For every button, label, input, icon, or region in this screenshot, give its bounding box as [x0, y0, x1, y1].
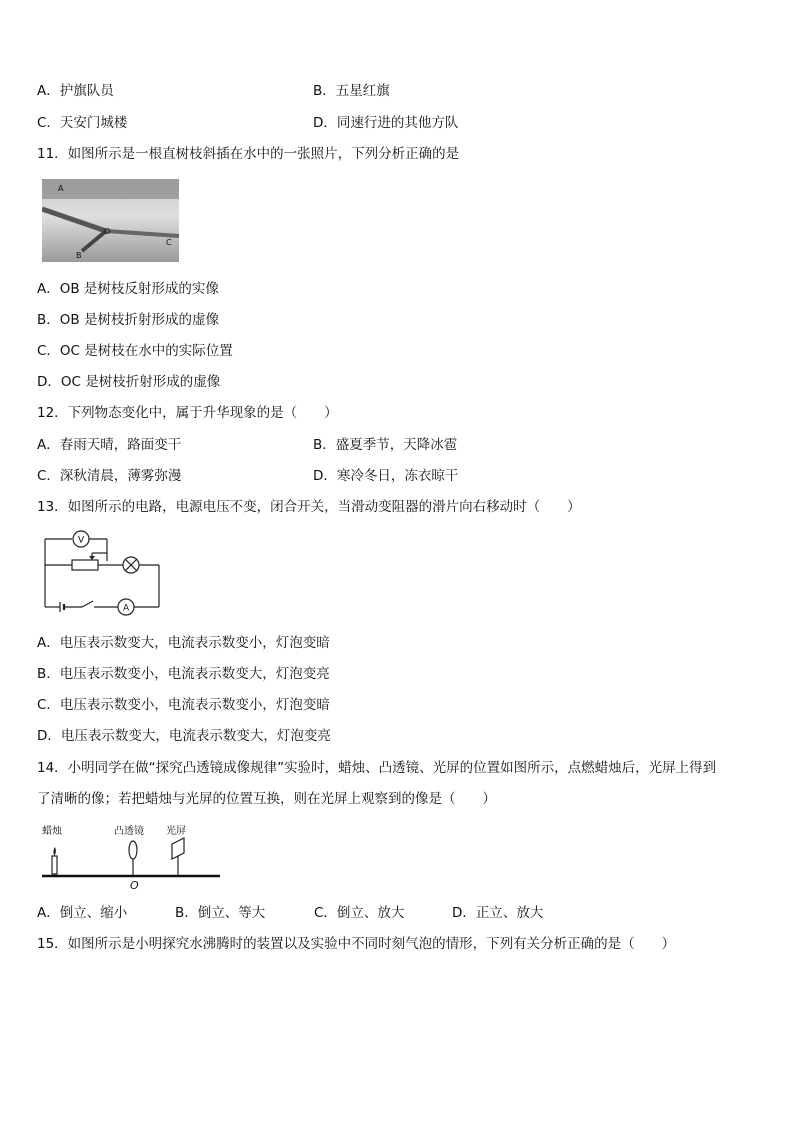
q14-option-b: B．倒立、等大: [175, 905, 266, 921]
q13-stem: 13．如图所示的电路，电源电压不变，闭合开关，当滑动变阻器的滑片向右移动时（ ）: [37, 499, 581, 515]
q12-option-d: D．寒冷冬日，冻衣晾干: [313, 468, 459, 484]
q14-optics-bench-diagram: [40, 822, 222, 892]
q14-stem-line2: 了清晰的像；若把蜡烛与光屏的位置互换，则在光屏上观察到的像是（ ）: [37, 791, 496, 807]
q14-option-d: D．正立、放大: [452, 905, 544, 921]
q12-option-c: C．深秋清晨，薄雾弥漫: [37, 468, 182, 484]
label-o: O: [104, 227, 111, 236]
q12-option-a: A．春雨天晴，路面变干: [37, 437, 182, 453]
label-b: B: [76, 251, 82, 260]
q11-branch-photo: [42, 179, 179, 262]
q14-option-a: A．倒立、缩小: [37, 905, 128, 921]
q11-option-c: C．OC 是树枝在水中的实际位置: [37, 343, 233, 359]
q10-option-d: D．同速行进的其他方队: [313, 115, 459, 131]
q11-option-b: B．OB 是树枝折射形成的虚像: [37, 312, 219, 328]
q12-stem: 12．下列物态变化中，属于升华现象的是（ ）: [37, 405, 338, 421]
candle-label: 蜡烛: [42, 826, 62, 837]
q14-stem-line1: 14．小明同学在做“探究凸透镜成像规律”实验时，蜡烛、凸透镜、光屏的位置如图所示，点燃蜡烛后，光屏上得到: [37, 760, 717, 776]
q13-circuit-diagram: [40, 528, 164, 616]
q11-option-d: D．OC 是树枝折射形成的虚像: [37, 374, 221, 390]
voltmeter-label: V: [78, 535, 85, 546]
lens-shape: [129, 841, 137, 859]
q14-optics-svg: [40, 822, 222, 892]
candle-flame: [53, 847, 56, 856]
q13-circuit-svg: [40, 528, 164, 616]
switch-symbol: [82, 601, 93, 607]
q11-stem: 11．如图所示是一根直树枝斜插在水中的一张照片，下列分析正确的是: [37, 146, 460, 162]
q10-option-b: B．五星红旗: [313, 83, 390, 99]
lens-label: 凸透镜: [114, 826, 144, 837]
screen-shape: [172, 838, 184, 859]
rheostat-symbol: [72, 560, 98, 570]
q13-option-a: A．电压表示数变大，电流表示数变小，灯泡变暗: [37, 635, 330, 651]
q10-option-a: A．护旗队员: [37, 83, 114, 99]
q12-option-b: B．盛夏季节，天降冰雹: [313, 437, 458, 453]
label-a: A: [58, 184, 64, 193]
q15-stem: 15．如图所示是小明探究水沸腾时的装置以及实验中不同时刻气泡的情形，下列有关分析正确的是（ ）: [37, 936, 676, 952]
label-c: C: [166, 238, 172, 247]
ammeter-label: A: [123, 603, 130, 614]
screen-label: 光屏: [166, 826, 186, 837]
q11-branch-photo-svg: [42, 179, 179, 262]
origin-label: O: [130, 879, 139, 892]
q11-option-a: A．OB 是树枝反射形成的实像: [37, 281, 219, 297]
q13-option-c: C．电压表示数变小，电流表示数变小，灯泡变暗: [37, 697, 330, 713]
q13-option-b: B．电压表示数变小，电流表示数变大，灯泡变亮: [37, 666, 330, 682]
q14-option-c: C．倒立、放大: [314, 905, 405, 921]
candle-shape: [52, 856, 57, 874]
q10-option-c: C．天安门城楼: [37, 115, 128, 131]
q13-option-d: D．电压表示数变大，电流表示数变大，灯泡变亮: [37, 728, 331, 744]
